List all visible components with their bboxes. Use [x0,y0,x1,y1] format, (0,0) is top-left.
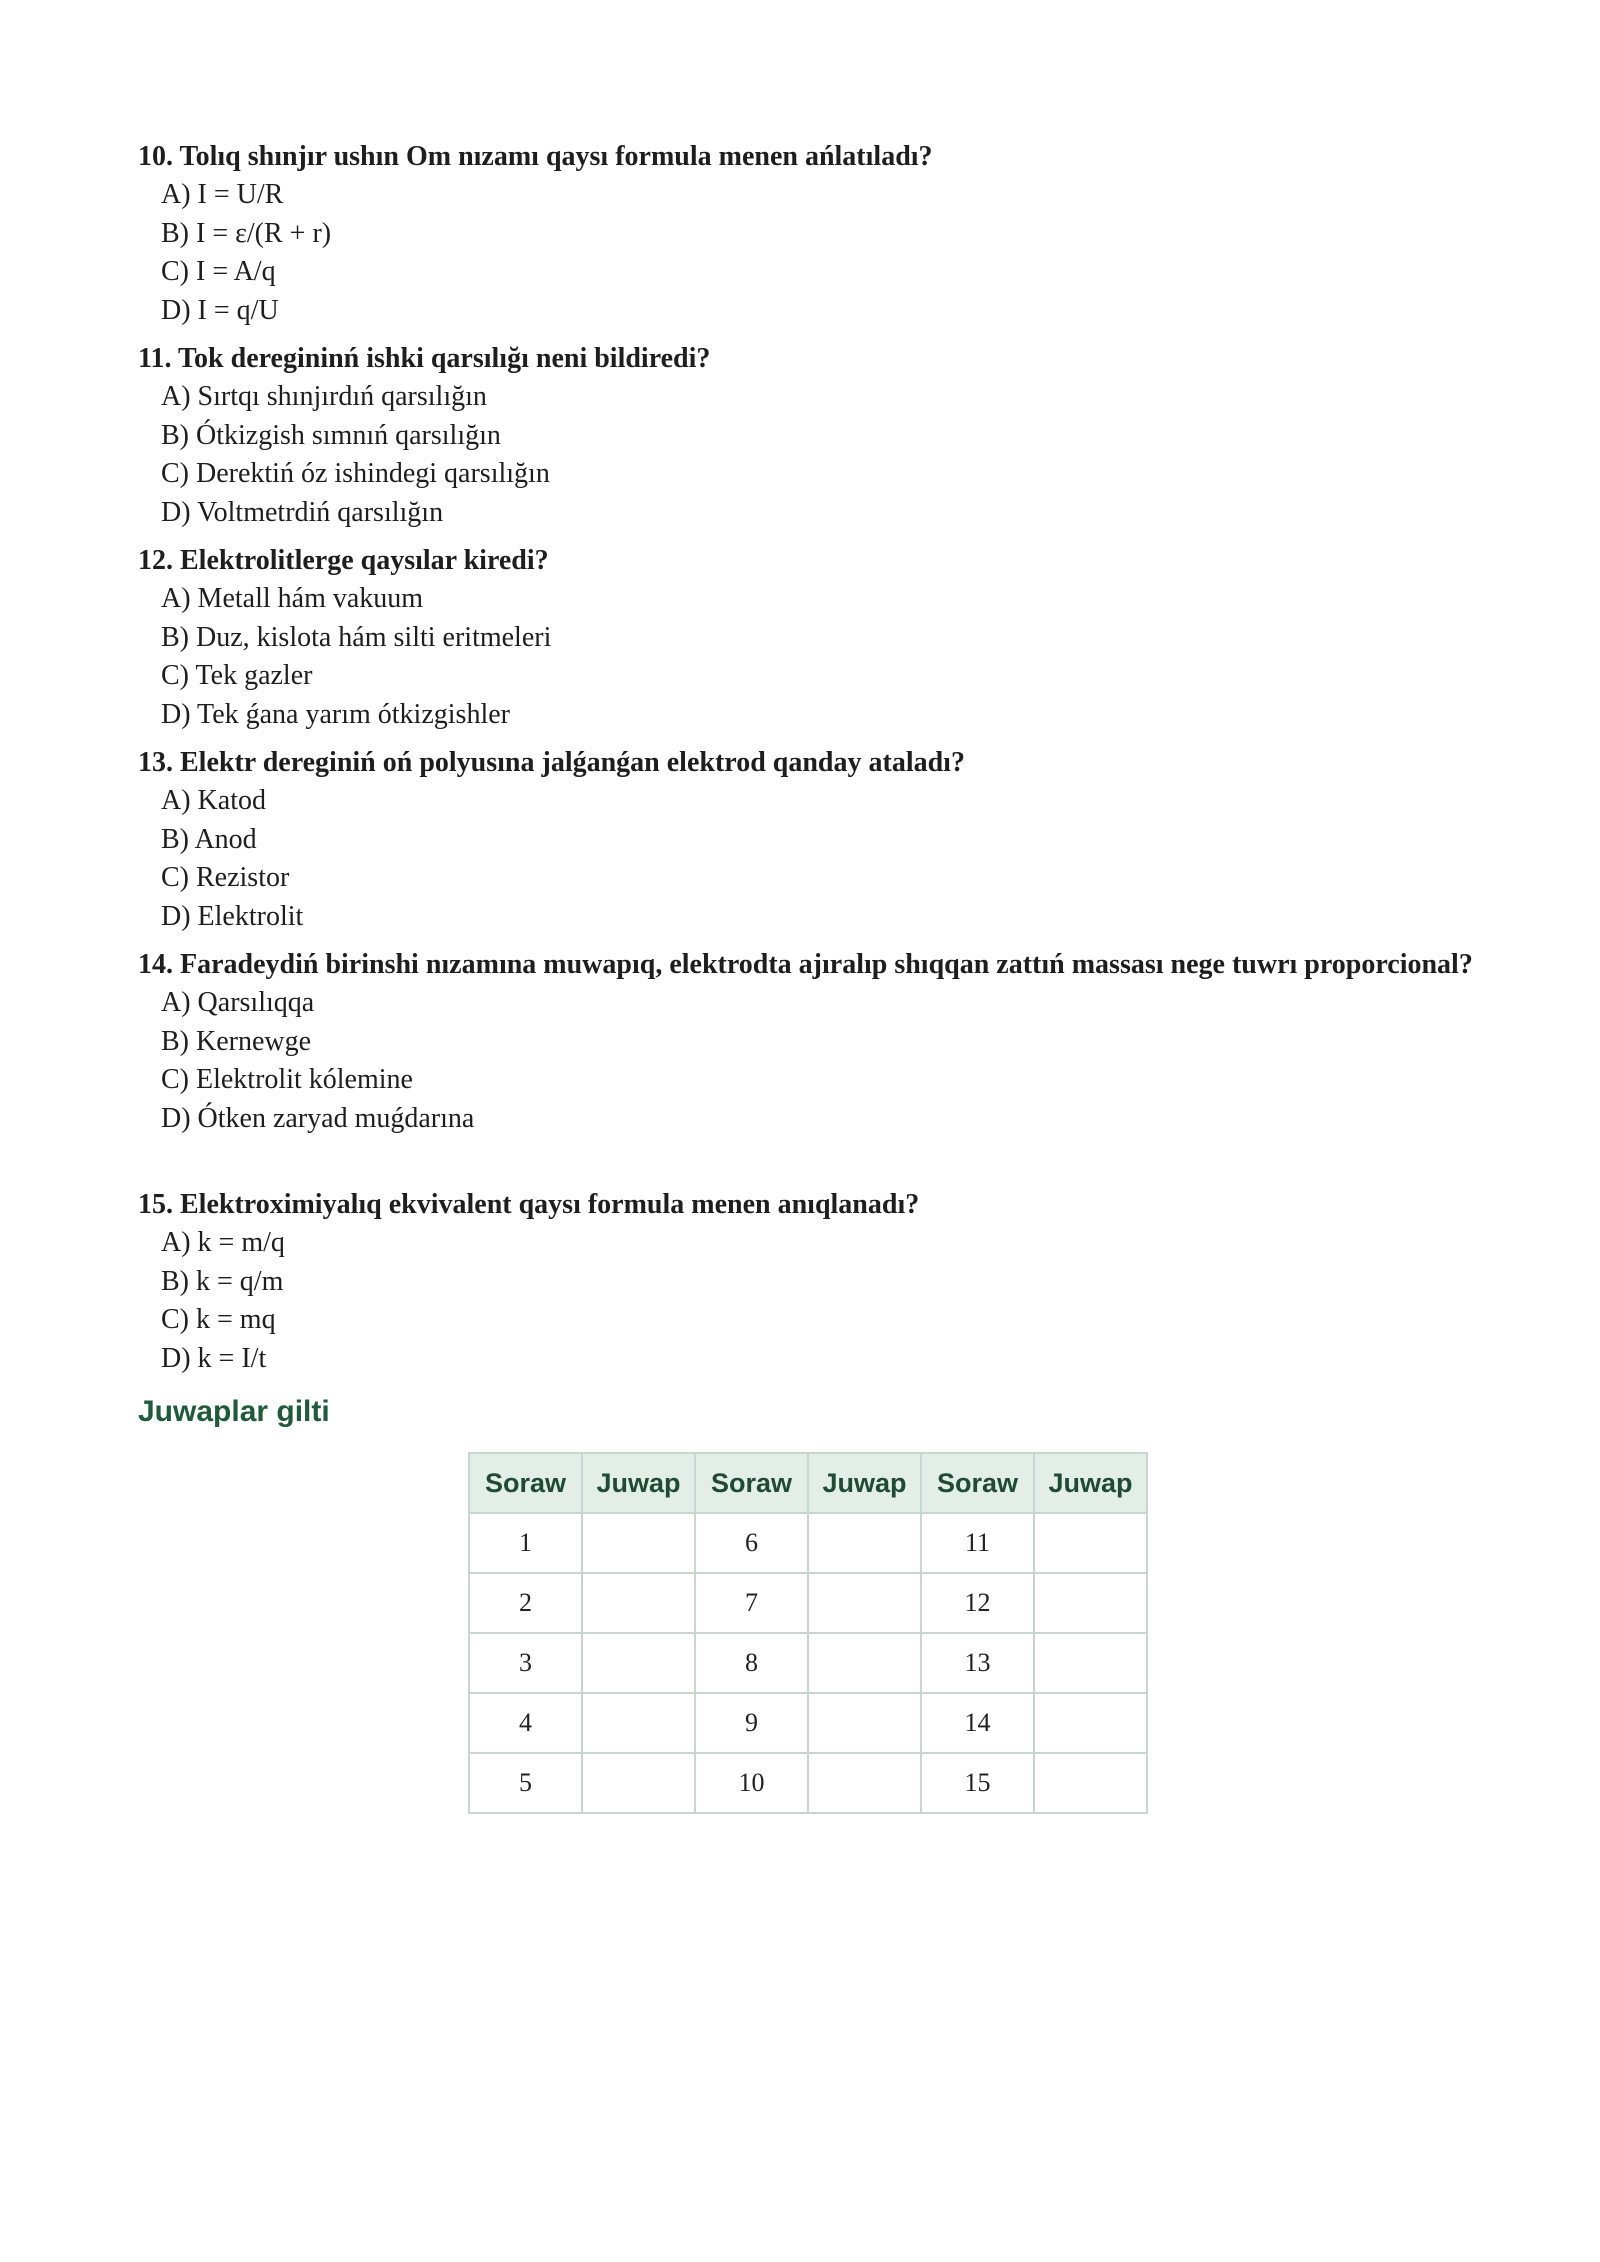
question-number-cell: 7 [695,1573,808,1633]
answer-cell[interactable] [582,1573,695,1633]
question-title: 11. Tok deregininń ishki qarsılığı neni bildiredi? [138,343,711,374]
question-number-cell: 8 [695,1633,808,1693]
option-d: D) Ótken zaryad muǵdarına [161,1102,475,1134]
option-b: B) I = ε/(R + r) [161,217,332,249]
option-c: C) Rezistor [161,862,290,893]
option-c: C) Tek gazler [161,660,313,691]
answer-cell[interactable] [808,1573,921,1633]
answer-cell[interactable] [582,1633,695,1693]
question-number-cell: 6 [695,1513,808,1573]
option-b: B) Anod [161,823,257,855]
question-14 [138,946,1478,1138]
question-number-cell: 3 [469,1633,582,1693]
option-c: C) Elektrolit kólemine [161,1064,413,1095]
question-12 [138,542,1478,734]
option-a: A) Metall hám vakuum [161,583,424,614]
option-b: B) Duz, kislota hám silti eritmeleri [161,621,552,653]
answer-cell[interactable] [582,1693,695,1753]
question-number-cell: 1 [469,1513,582,1573]
question-number-cell: 10 [695,1753,808,1813]
question-11 [138,340,1478,532]
header-juwap: Juwap [1034,1453,1147,1513]
table-row [469,1573,1147,1633]
header-soraw: Soraw [695,1453,808,1513]
option-d: D) Elektrolit [161,900,304,932]
table-row [469,1513,1147,1573]
option-d: D) I = q/U [161,294,279,326]
question-number-cell: 11 [921,1513,1034,1573]
table-row [469,1633,1147,1693]
answer-cell[interactable] [808,1513,921,1573]
header-soraw: Soraw [469,1453,582,1513]
header-soraw: Soraw [921,1453,1034,1513]
answer-cell[interactable] [1034,1513,1147,1573]
question-number-cell: 12 [921,1573,1034,1633]
header-juwap: Juwap [808,1453,921,1513]
answer-key-title: Juwaplar gilti [138,1395,330,1428]
answer-cell[interactable] [582,1513,695,1573]
answer-cell[interactable] [808,1753,921,1813]
question-number-cell: 15 [921,1753,1034,1813]
table-row [469,1753,1147,1813]
option-c: C) Derektiń óz ishindegi qarsılığın [161,458,550,489]
option-d: D) k = I/t [161,1342,267,1374]
question-15 [138,1186,1478,1378]
answer-cell[interactable] [1034,1633,1147,1693]
option-a: A) I = U/R [161,179,284,210]
question-title: 13. Elektr dereginiń oń polyusına jalǵanǵan elektrod qanday ataladı? [138,747,965,778]
question-title: 14. Faradeydiń birinshi nızamına muwapıq, elektrodta ajıralıp shıqqan zattıń massası nege tuwrı proporcional? [138,949,1473,980]
question-number-cell: 5 [469,1753,582,1813]
question-13 [138,744,1478,936]
option-c: C) I = A/q [161,256,276,287]
header-juwap: Juwap [582,1453,695,1513]
answer-cell[interactable] [1034,1573,1147,1633]
question-number-cell: 13 [921,1633,1034,1693]
option-d: D) Tek ǵana yarım ótkizgishler [161,698,510,730]
answer-key-table [468,1452,1148,1814]
option-b: B) Ótkizgish sımnıń qarsılığın [161,419,501,451]
option-a: A) k = m/q [161,1227,285,1258]
question-number-cell: 14 [921,1693,1034,1753]
question-number-cell: 2 [469,1573,582,1633]
table-header-row [469,1453,1147,1513]
answer-cell[interactable] [582,1753,695,1813]
option-a: A) Katod [161,785,266,816]
option-a: A) Sırtqı shınjırdıń qarsılığın [161,381,487,412]
option-b: B) k = q/m [161,1265,284,1297]
answer-cell[interactable] [808,1693,921,1753]
question-title: 10. Tolıq shınjır ushın Om nızamı qaysı formula menen ańlatıladı? [138,141,933,172]
question-number-cell: 4 [469,1693,582,1753]
question-10 [138,138,1478,330]
table-row [469,1693,1147,1753]
question-title: 15. Elektroximiyalıq ekvivalent qaysı formula menen anıqlanadı? [138,1189,920,1220]
question-title: 12. Elektrolitlerge qaysılar kiredi? [138,545,549,576]
answer-cell[interactable] [1034,1753,1147,1813]
answer-cell[interactable] [1034,1693,1147,1753]
option-b: B) Kernewge [161,1025,312,1057]
question-number-cell: 9 [695,1693,808,1753]
option-c: C) k = mq [161,1304,276,1335]
option-a: A) Qarsılıqqa [161,987,315,1018]
option-d: D) Voltmetrdiń qarsılığın [161,496,444,528]
answer-cell[interactable] [808,1633,921,1693]
